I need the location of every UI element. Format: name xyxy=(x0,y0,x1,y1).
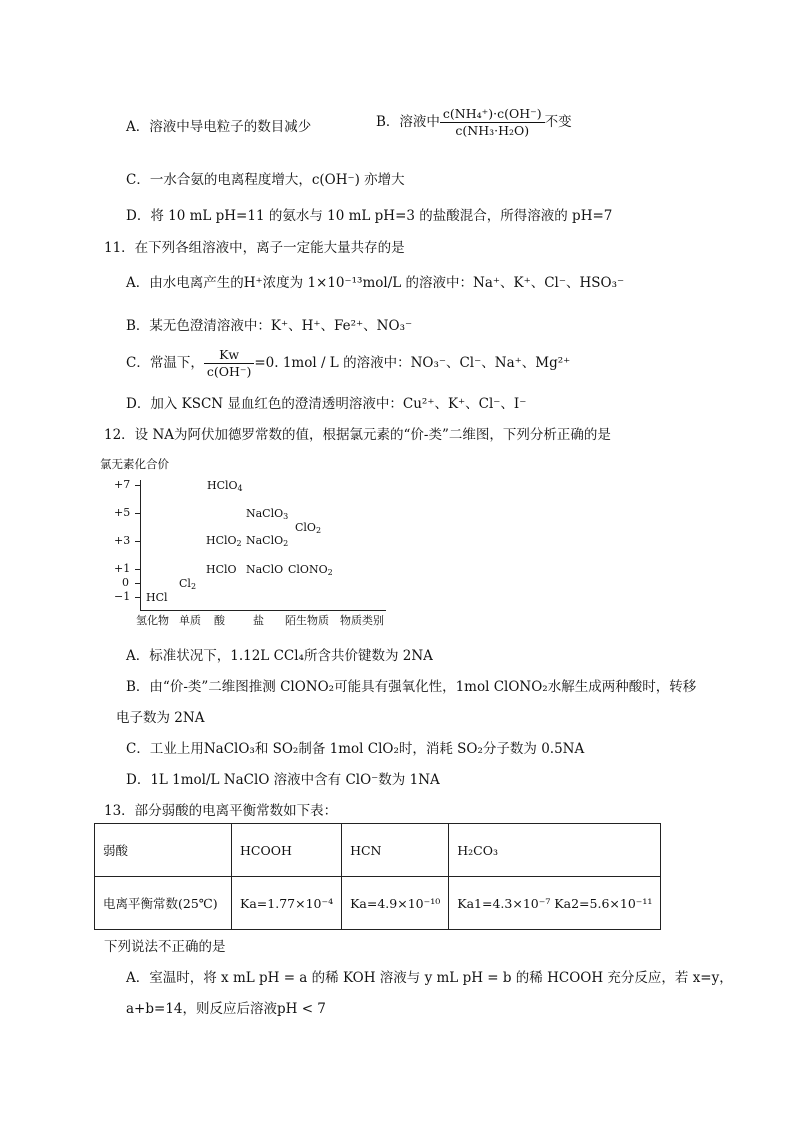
chart-species-hclo2: HClO2 xyxy=(206,534,242,548)
q10-option-a: A．溶液中导电粒子的数目减少 xyxy=(126,119,312,135)
q11-option-c-numerator: Kw xyxy=(204,347,255,364)
q10-option-b-denominator: c(NH₃·H₂O) xyxy=(455,123,530,138)
table-cell: HCN xyxy=(342,824,449,877)
q11-stem: 11．在下列各组溶液中，离子一定能大量共存的是 xyxy=(104,240,405,256)
valence-class-chart xyxy=(100,456,400,631)
chart-y-tick-label: +1 xyxy=(114,562,131,575)
chart-y-axis xyxy=(140,480,141,610)
ionization-constants-table xyxy=(94,823,661,930)
chart-y-axis-label: 氯无素化合价 xyxy=(100,457,169,471)
chart-species-hclo: HClO xyxy=(206,563,237,576)
chart-tick-mark xyxy=(135,513,140,514)
chart-tick-mark xyxy=(135,485,140,486)
chart-x-category: 单质 xyxy=(179,614,201,627)
q13-option-a-line1: A．室温时，将 x mL pH = a 的稀 KOH 溶液与 y mL pH = b 的稀 HCOOH 充分反应，若 x=y， xyxy=(126,970,733,986)
chart-species-cl2: Cl2 xyxy=(179,577,197,591)
chart-y-tick-label: +7 xyxy=(114,478,131,491)
q12-option-a: A．标准状况下，1.12L CCl₄所含共价键数为 2NA xyxy=(126,648,433,664)
chart-tick-mark xyxy=(135,583,140,584)
q11-option-d: D．加入 KSCN 显血红色的澄清透明溶液中：Cu²⁺、K⁺、Cl⁻、I⁻ xyxy=(126,396,527,412)
q11-option-a: A．由水电离产生的H⁺浓度为 1×10⁻¹³mol/L 的溶液中：Na⁺、K⁺、Cl⁻、HSO₃⁻ xyxy=(126,275,625,291)
table-cell: Ka=4.9×10⁻¹⁰ xyxy=(342,877,449,930)
chart-x-axis-label: 物质类别 xyxy=(340,614,384,627)
q11-option-c-prefix: C．常温下， xyxy=(126,355,204,371)
chart-x-category: 氢化物 xyxy=(136,614,169,627)
q11-option-c-fraction xyxy=(204,347,255,380)
table-cell: 弱酸 xyxy=(95,824,232,877)
q12-option-b-line1: B．由“价-类”二维图推测 ClONO₂可能具有强氧化性，1mol ClONO₂水解生成两种酸时，转移 xyxy=(126,679,697,695)
q11-option-c-denominator: c(OH⁻) xyxy=(206,364,252,379)
chart-x-category: 陌生物质 xyxy=(285,614,329,627)
chart-x-category: 酸 xyxy=(214,614,225,627)
table-cell: H₂CO₃ xyxy=(449,824,661,877)
chart-y-tick-label: +3 xyxy=(114,534,131,547)
q12-option-c: C．工业上用NaClO₃和 SO₂制备 1mol ClO₂时，消耗 SO₂分子数为 0.5NA xyxy=(126,741,585,757)
chart-species-naclo3: NaClO3 xyxy=(246,507,289,521)
chart-species-naclo2: NaClO2 xyxy=(246,534,289,548)
chart-species-naclo: NaClO xyxy=(246,563,284,576)
table-cell: Ka=1.77×10⁻⁴ xyxy=(232,877,342,930)
q11-option-c-suffix: =0. 1mol / L 的溶液中：NO₃⁻、Cl⁻、Na⁺、Mg²⁺ xyxy=(254,355,571,371)
q12-stem: 12．设 NA为阿伏加德罗常数的值，根据氯元素的“价-类”二维图，下列分析正确的是 xyxy=(104,427,611,443)
q10-option-b-numerator: c(NH₄⁺)·c(OH⁻) xyxy=(440,106,545,123)
q11-option-b: B．某无色澄清溶液中：K⁺、H⁺、Fe²⁺、NO₃⁻ xyxy=(126,318,413,334)
q10-option-b-suffix: 不变 xyxy=(544,114,572,130)
q12-option-b-line2: 电子数为 2NA xyxy=(116,710,205,726)
chart-y-tick-label: +5 xyxy=(114,506,131,519)
q12-option-d: D．1L 1mol/L NaClO 溶液中含有 ClO⁻数为 1NA xyxy=(126,772,440,788)
q13-option-a-line2: a+b=14，则反应后溶液pH < 7 xyxy=(126,1001,326,1017)
table-cell: Ka1=4.3×10⁻⁷ Ka2=5.6×10⁻¹¹ xyxy=(449,877,661,930)
chart-tick-mark xyxy=(135,569,140,570)
chart-x-category: 盐 xyxy=(253,614,264,627)
table-row xyxy=(95,824,661,877)
table-cell: 电离平衡常数(25℃) xyxy=(95,877,232,930)
q13-ask: 下列说法不正确的是 xyxy=(104,939,226,955)
chart-x-axis xyxy=(140,610,386,611)
chart-species-clono2: ClONO2 xyxy=(288,563,333,577)
chart-tick-mark xyxy=(135,597,140,598)
table-cell: HCOOH xyxy=(232,824,342,877)
q10-option-c: C．一水合氨的电离程度增大，c(OH⁻) 亦增大 xyxy=(126,172,405,188)
chart-species-clo2: ClO2 xyxy=(295,521,322,535)
table-row xyxy=(95,877,661,930)
q11-option-c xyxy=(126,347,570,380)
chart-y-tick-label: 0 xyxy=(122,576,129,589)
q13-stem: 13．部分弱酸的电离平衡常数如下表： xyxy=(104,803,338,819)
chart-species-hcl: HCl xyxy=(146,591,168,604)
q10-option-b-prefix: B．溶液中 xyxy=(376,114,440,130)
chart-y-tick-label: −1 xyxy=(114,590,131,603)
q10-option-d: D．将 10 mL pH=11 的氨水与 10 mL pH=3 的盐酸混合，所得溶液的 pH=7 xyxy=(126,208,613,224)
chart-species-hclo4: HClO4 xyxy=(207,479,243,493)
chart-tick-mark xyxy=(135,541,140,542)
q10-option-b xyxy=(376,106,572,139)
q10-option-b-fraction xyxy=(440,106,545,139)
